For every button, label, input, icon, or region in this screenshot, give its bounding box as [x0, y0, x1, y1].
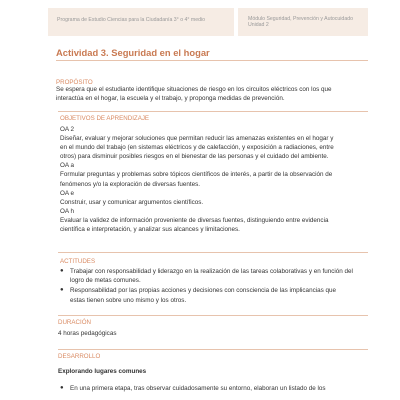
objetivo-line: otros) para disminuir posibles riesgos en el bienestar de las personas y el cuidado del ambiente.: [60, 153, 329, 161]
header-unit-text: Unidad 2: [248, 22, 269, 29]
objetivo-line: Construir, usar y comunicar argumentos científicos.: [60, 198, 204, 206]
desarrollo-subheading: Explorando lugares comunes: [58, 368, 147, 375]
actitud-line: logro de metas comunes.: [70, 277, 141, 285]
header-module: [238, 8, 368, 36]
bullet-icon: ●: [60, 268, 64, 274]
objetivo-line: Diseñar, evaluar y mejorar soluciones que permitan reducir las amenazas existentes en el hogar y: [60, 135, 334, 143]
proposito-text: [56, 85, 368, 103]
title-divider: [56, 60, 368, 61]
objetivo-line: en el mundo del trabajo (en sistemas eléctricos y de calefacción, y exposición a radiaciones, entre: [60, 144, 334, 152]
page-header: [0, 8, 400, 36]
desarrollo-line: En una primera etapa, tras observar cuidadosamente su entorno, elaboran un listado de los: [70, 385, 326, 392]
proposito-line: Se espera que el estudiante identifique situaciones de riesgo en los circuitos eléctricos con los que: [56, 86, 332, 93]
desarrollo-divider: [58, 349, 368, 350]
list-item: [60, 286, 370, 304]
header-module-text: Módulo Seguridad, Prevención y Autocuidado: [248, 16, 353, 22]
header-program-text: Programa de Estudio Ciencias para la Ciudadanía 3° o 4° medio: [57, 17, 206, 23]
objetivo-line: OA 2: [60, 126, 75, 133]
actitud-line: estas tienen sobre uno mismo y los otros.: [70, 296, 187, 304]
desarrollo-list: [60, 384, 370, 394]
duracion-divider: [58, 315, 368, 316]
page-title: Actividad 3. Seguridad en el hogar: [56, 47, 210, 58]
objetivo-line: OA a: [60, 162, 75, 170]
actitudes-heading: ACTITUDES: [60, 258, 96, 265]
bullet-icon: ●: [60, 287, 64, 294]
proposito-heading: PROPÓSITO: [56, 79, 93, 86]
list-item: [60, 267, 370, 285]
desarrollo-heading: DESARROLLO: [58, 353, 101, 360]
actitudes-list: [60, 267, 370, 306]
actitud-line: Responsabilidad por las propias acciones y decisiones con consciencia de las implicancias que: [70, 287, 337, 295]
objetivos-text: [60, 125, 370, 234]
duracion-heading: DURACIÓN: [58, 319, 92, 326]
actitudes-divider: [58, 252, 368, 253]
actitud-line: Trabajar con responsabilidad y liderazgo en la realización de las tareas colaborativas y en función del: [70, 268, 353, 275]
bullet-icon: ●: [60, 385, 64, 391]
header-program: [48, 8, 234, 36]
objetivo-line: Formular preguntas y problemas sobre tópicos científicos de interés, a partir de la observación de: [60, 171, 333, 179]
objetivos-heading: OBJETIVOS DE APRENDIZAJE: [60, 115, 150, 122]
list-item: [60, 384, 370, 393]
proposito-line: interactúa en el hogar, la escuela y el trabajo, y proponga medidas de prevención.: [56, 95, 285, 103]
objetivo-line: OA h: [60, 207, 75, 215]
objetivo-line: OA e: [60, 189, 75, 197]
objetivo-line: científica e interpretación, y analizar sus alcances y limitaciones.: [60, 226, 240, 234]
duracion-value: 4 horas pedagógicas: [58, 330, 117, 337]
objetivos-divider: [58, 111, 368, 112]
objetivo-line: fenómenos y/o la exploración de diversas fuentes.: [60, 180, 201, 188]
objetivo-line: Evaluar la validez de información proveniente de diversas fuentes, distinguiendo entre evidencia: [60, 216, 329, 224]
